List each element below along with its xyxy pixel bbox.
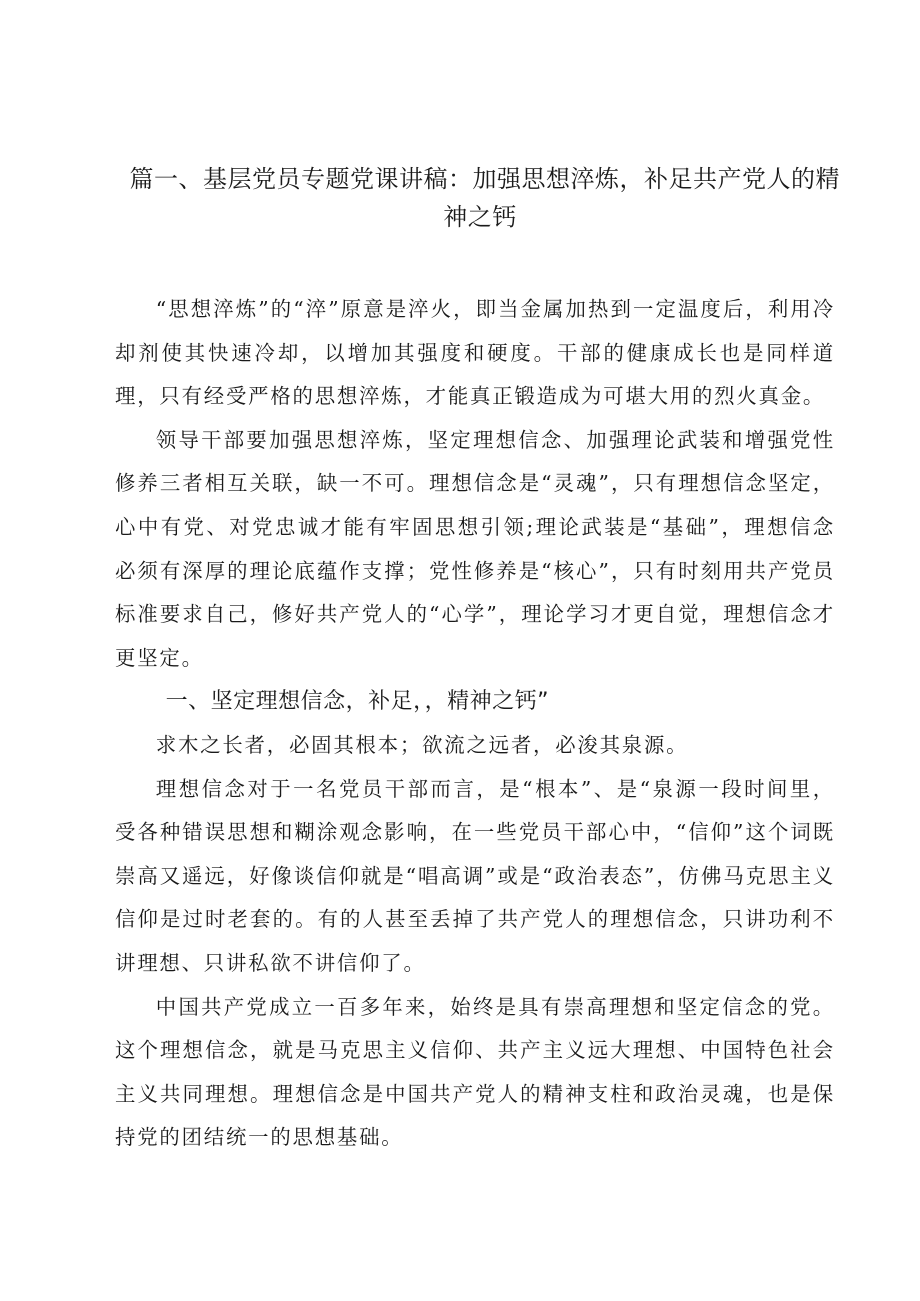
title-line-1: 篇一、基层党员专题党课讲稿：加强思想淬炼，补足共产党人的精 xyxy=(129,165,840,193)
paragraph-beliefs: 理想信念对于一名党员干部而言，是“根本”、是“泉源一段时间里，受各种错误思想和糊涂观念影响，在一些党员干部心中，“信仰”这个词既崇高又遥远，好像谈信仰就是“唱高调”或是“政治表态”，仿佛马克思主义信仰是过时老套的。有的人甚至丢掉了共产党人的理想信念，只讲功利不讲理想、只讲私欲不讲信仰了。 xyxy=(115,776,835,975)
document-body xyxy=(115,288,835,1160)
section-heading: 一、坚定理想信念，补足，，精神之钙” xyxy=(165,689,549,715)
paragraph-overview: 领导干部要加强思想淬炼，坚定理想信念、加强理论武装和增强党性修养三者相互关联，缺一不可。理想信念是“灵魂”，只有理想信念坚定，心中有党、对党忠诚才能有牢固思想引领;理论武装是“基础”，理想信念必须有深厚的理论底蕴作支撑；党性修养是“核心”，只有时刻用共产党员标准要求自己，修好共产党人的“心学”，理论学习才更自觉，理想信念才更坚定。 xyxy=(115,427,835,670)
paragraph-quote: 求木之长者，必固其根本；欲流之远者，必浚其泉源。 xyxy=(155,732,689,757)
title-line-2: 神之钙 xyxy=(443,203,517,231)
paragraph-intro: “思想淬炼”的“淬”原意是淬火，即当金属加热到一定温度后，利用冷却剂使其快速冷却，以增加其强度和硬度。干部的健康成长也是同样道理，只有经受严格的思想淬炼，才能真正锻造成为可堪大用的烈火真金。 xyxy=(115,297,835,409)
paragraph-party-history: 中国共产党成立一百多年来，始终是具有崇高理想和坚定信念的党。这个理想信念，就是马克思主义信仰、共产主义远大理想、中国特色社会主义共同理想。理想信念是中国共产党人的精神支柱和政治灵魂，也是保持党的团结统一的思想基础。 xyxy=(115,994,835,1150)
document-title xyxy=(120,160,840,236)
